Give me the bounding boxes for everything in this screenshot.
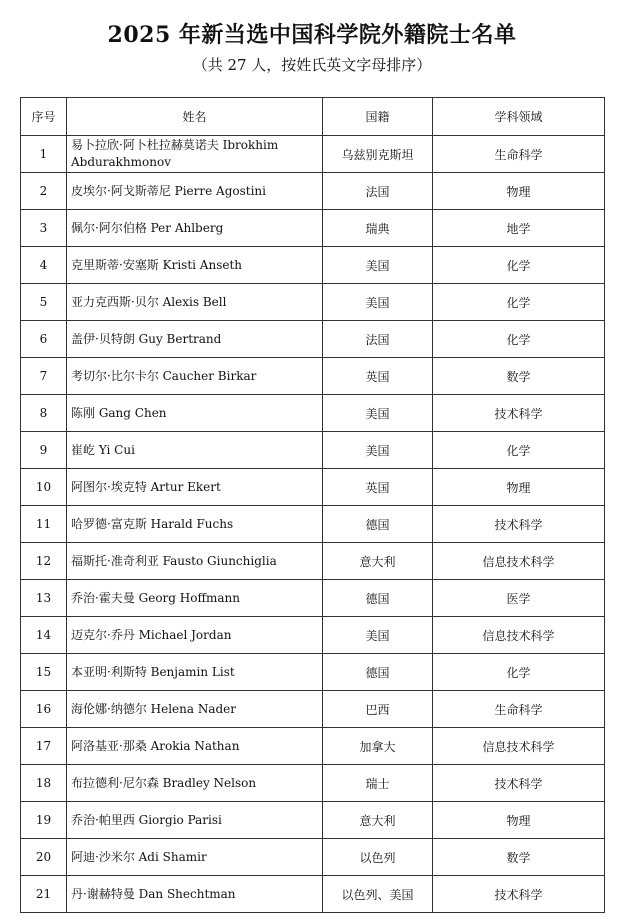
field-cell: 化学	[433, 247, 605, 284]
name-cell: 乔治·帕里西 Giorgio Parisi	[67, 802, 323, 839]
name-cell: 海伦娜·纳德尔 Helena Nader	[67, 691, 323, 728]
seq-cell: 15	[21, 654, 67, 691]
name-cell: 本亚明·利斯特 Benjamin List	[67, 654, 323, 691]
table-row	[21, 173, 605, 210]
nationality-cell: 乌兹别克斯坦	[323, 136, 433, 173]
nationality-cell: 以色列	[323, 839, 433, 876]
table-row	[21, 691, 605, 728]
table-row	[21, 654, 605, 691]
field-cell: 物理	[433, 469, 605, 506]
name-cell: 佩尔·阿尔伯格 Per Ahlberg	[67, 210, 323, 247]
seq-cell: 18	[21, 765, 67, 802]
table-row	[21, 506, 605, 543]
field-cell: 信息技术科学	[433, 617, 605, 654]
name-cell: 阿洛基亚·那桑 Arokia Nathan	[67, 728, 323, 765]
seq-cell: 14	[21, 617, 67, 654]
name-cell: 盖伊·贝特朗 Guy Bertrand	[67, 321, 323, 358]
seq-cell: 11	[21, 506, 67, 543]
nationality-cell: 美国	[323, 617, 433, 654]
nationality-cell: 瑞典	[323, 210, 433, 247]
field-cell: 化学	[433, 654, 605, 691]
table-row	[21, 136, 605, 173]
seq-cell: 8	[21, 395, 67, 432]
document-subtitle: （共 27 人，按姓氏英文字母排序）	[192, 56, 432, 74]
table-row	[21, 432, 605, 469]
name-cell: 阿迪·沙米尔 Adi Shamir	[67, 839, 323, 876]
table-row	[21, 876, 605, 913]
field-cell: 技术科学	[433, 765, 605, 802]
seq-cell: 13	[21, 580, 67, 617]
field-cell: 技术科学	[433, 395, 605, 432]
header-nationality: 国籍	[323, 98, 433, 136]
table-row	[21, 469, 605, 506]
field-cell: 地学	[433, 210, 605, 247]
name-cell: 克里斯蒂·安塞斯 Kristi Anseth	[67, 247, 323, 284]
seq-cell: 12	[21, 543, 67, 580]
seq-cell: 3	[21, 210, 67, 247]
nationality-cell: 法国	[323, 173, 433, 210]
nationality-cell: 美国	[323, 247, 433, 284]
field-cell: 医学	[433, 580, 605, 617]
nationality-cell: 英国	[323, 358, 433, 395]
table-row	[21, 765, 605, 802]
table-row	[21, 802, 605, 839]
seq-cell: 16	[21, 691, 67, 728]
header-name: 姓名	[67, 98, 323, 136]
nationality-cell: 意大利	[323, 802, 433, 839]
nationality-cell: 加拿大	[323, 728, 433, 765]
field-cell: 化学	[433, 284, 605, 321]
field-cell: 化学	[433, 432, 605, 469]
nationality-cell: 法国	[323, 321, 433, 358]
nationality-cell: 美国	[323, 432, 433, 469]
field-cell: 生命科学	[433, 691, 605, 728]
name-cell: 迈克尔·乔丹 Michael Jordan	[67, 617, 323, 654]
table-row	[21, 358, 605, 395]
seq-cell: 21	[21, 876, 67, 913]
table-row	[21, 543, 605, 580]
field-cell: 化学	[433, 321, 605, 358]
table-row	[21, 728, 605, 765]
name-cell: 布拉德利·尼尔森 Bradley Nelson	[67, 765, 323, 802]
name-cell: 陈刚 Gang Chen	[67, 395, 323, 432]
name-cell: 考切尔·比尔卡尔 Caucher Birkar	[67, 358, 323, 395]
seq-cell: 9	[21, 432, 67, 469]
table-row	[21, 580, 605, 617]
seq-cell: 5	[21, 284, 67, 321]
field-cell: 生命科学	[433, 136, 605, 173]
name-cell: 福斯托·准奇利亚 Fausto Giunchiglia	[67, 543, 323, 580]
seq-cell: 20	[21, 839, 67, 876]
nationality-cell: 巴西	[323, 691, 433, 728]
seq-cell: 17	[21, 728, 67, 765]
seq-cell: 6	[21, 321, 67, 358]
table-body	[21, 136, 605, 913]
seq-cell: 7	[21, 358, 67, 395]
field-cell: 信息技术科学	[433, 543, 605, 580]
field-cell: 数学	[433, 839, 605, 876]
name-cell: 亚力克西斯·贝尔 Alexis Bell	[67, 284, 323, 321]
seq-cell: 4	[21, 247, 67, 284]
header-seq: 序号	[21, 98, 67, 136]
nationality-cell: 英国	[323, 469, 433, 506]
name-cell: 丹·谢赫特曼 Dan Shechtman	[67, 876, 323, 913]
seq-cell: 1	[21, 136, 67, 173]
table-row	[21, 284, 605, 321]
name-cell: 崔屹 Yi Cui	[67, 432, 323, 469]
name-cell: 易卜拉欣·阿卜杜拉赫莫诺夫 Ibrokhim Abdurakhmonov	[67, 136, 323, 173]
nationality-cell: 意大利	[323, 543, 433, 580]
header-row	[21, 98, 605, 136]
table-header	[21, 98, 605, 136]
table-row	[21, 839, 605, 876]
header-field: 学科领域	[433, 98, 605, 136]
document-title: 2025 年新当选中国科学院外籍院士名单	[107, 22, 517, 48]
table-row	[21, 321, 605, 358]
table-row	[21, 617, 605, 654]
nationality-cell: 德国	[323, 654, 433, 691]
nationality-cell: 美国	[323, 395, 433, 432]
name-cell: 阿图尔·埃克特 Artur Ekert	[67, 469, 323, 506]
academician-table	[20, 97, 605, 913]
field-cell: 物理	[433, 173, 605, 210]
field-cell: 技术科学	[433, 876, 605, 913]
seq-cell: 19	[21, 802, 67, 839]
field-cell: 信息技术科学	[433, 728, 605, 765]
nationality-cell: 以色列、美国	[323, 876, 433, 913]
seq-cell: 2	[21, 173, 67, 210]
field-cell: 数学	[433, 358, 605, 395]
name-cell: 哈罗德·富克斯 Harald Fuchs	[67, 506, 323, 543]
nationality-cell: 瑞士	[323, 765, 433, 802]
nationality-cell: 德国	[323, 506, 433, 543]
table-row	[21, 210, 605, 247]
seq-cell: 10	[21, 469, 67, 506]
table-row	[21, 247, 605, 284]
nationality-cell: 美国	[323, 284, 433, 321]
nationality-cell: 德国	[323, 580, 433, 617]
name-cell: 皮埃尔·阿戈斯蒂尼 Pierre Agostini	[67, 173, 323, 210]
table-row	[21, 395, 605, 432]
name-cell: 乔治·霍夫曼 Georg Hoffmann	[67, 580, 323, 617]
field-cell: 物理	[433, 802, 605, 839]
field-cell: 技术科学	[433, 506, 605, 543]
